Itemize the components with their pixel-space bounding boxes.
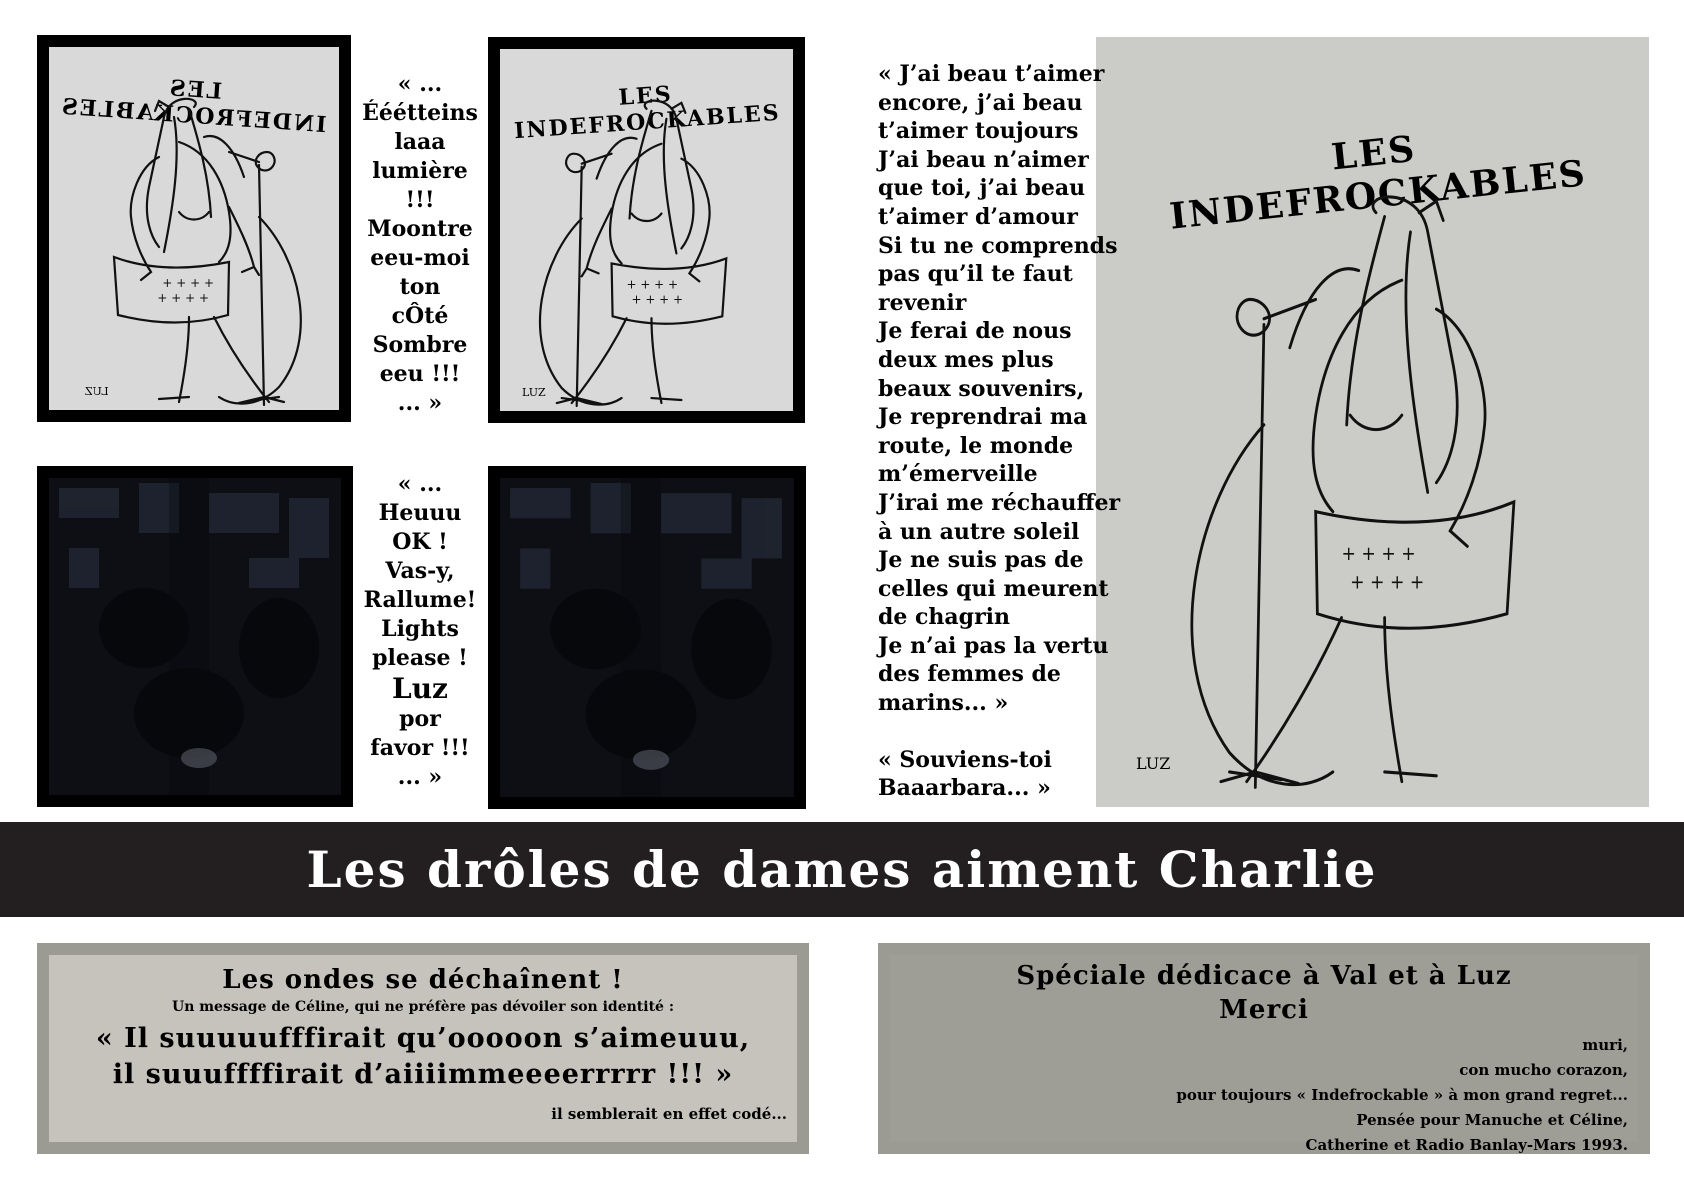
lyric-line: « J’ai beau t’aimer — [878, 61, 1105, 87]
lyric-line: route, le monde — [878, 432, 1074, 459]
comic-panel-top-right — [488, 37, 805, 423]
speech-line: por — [399, 706, 441, 732]
panel-caption: LES INDEFROCKABLES — [1167, 127, 1589, 238]
lyric-line: Je reprendrai ma — [878, 404, 1088, 431]
speech-line: OK ! — [392, 529, 448, 555]
panel-dark-image — [49, 478, 341, 795]
lyric-line: celles qui meurent — [878, 575, 1109, 602]
speech-line: lumière — [372, 158, 468, 184]
svg-text:+ + + +: + + + + — [157, 291, 209, 305]
dedication-lines — [1176, 1033, 1628, 1158]
message-quote-line-2: il suuuffffirait d’aiiiimmeeeerrrrr !!! » — [112, 1059, 734, 1090]
speech-line: Vas-y, — [385, 558, 455, 584]
speech-line: please ! — [372, 645, 468, 671]
panel-signature: LUZ — [1136, 754, 1171, 773]
singer-drawing — [500, 49, 793, 411]
message-subline: Un message de Céline, qui ne préfère pas dévoiler son identité : — [171, 999, 674, 1015]
dedication-line: pour toujours « Indefrockable » à mon grand regret... — [1176, 1086, 1628, 1104]
lyric-line: Je n’ai pas la vertu — [878, 632, 1109, 659]
speech-line: favor !!! — [370, 735, 470, 761]
message-note: il semblerait en effet codé... — [551, 1105, 787, 1123]
singer-drawing — [49, 47, 339, 410]
dedication-merci: Merci — [1219, 995, 1309, 1025]
speech-line: Moontre — [367, 216, 473, 242]
lyric-line: Je ne suis pas de — [878, 547, 1084, 574]
dedication-box-inner — [890, 955, 1638, 1154]
dedication-line: Catherine et Radio Banlay-Mars 1993. — [1305, 1136, 1628, 1154]
svg-text:+ + + +: + + + + — [631, 292, 684, 307]
speech-line: « ... — [397, 71, 443, 97]
lyric-line: pas qu’il te faut — [878, 261, 1073, 288]
panel-signature: LUZ — [85, 385, 109, 398]
panel-caption: LES INDEFROCKABLES — [59, 75, 328, 139]
lyric-line: J’irai me réchauffer — [878, 489, 1121, 516]
lyric-line: de chagrin — [878, 604, 1011, 631]
lyric-line: encore, j’ai beau — [878, 89, 1083, 116]
lyric-line: revenir — [878, 289, 967, 316]
speech-line: « ... — [397, 471, 443, 497]
message-heading: Les ondes se déchaînent ! — [222, 965, 624, 995]
speech-line: Luz — [392, 672, 448, 705]
dedication-box-right — [878, 943, 1650, 1154]
speech-line: laaa — [394, 129, 446, 155]
speech-line: Heuuu — [378, 500, 462, 526]
speech-line: ... » — [397, 390, 443, 416]
lyric-line: Je ferai de nous — [878, 318, 1072, 345]
lyric-line: beaux souvenirs, — [878, 375, 1085, 402]
panel-drawing — [500, 49, 793, 411]
page-title: Les drôles de dames aiment Charlie — [306, 840, 1378, 899]
speech-line: ... » — [397, 764, 443, 790]
comic-panel-bottom-left — [37, 466, 353, 807]
speech-line: eeu !!! — [379, 361, 461, 387]
speech-line: Sombre — [372, 332, 468, 358]
comic-panel-top-left — [37, 35, 351, 422]
panel-signature: LUZ — [522, 386, 546, 399]
dedication-line: muri, — [1582, 1036, 1628, 1054]
lyric-line: t’aimer d’amour — [878, 203, 1078, 230]
lyric-line: deux mes plus — [878, 346, 1054, 373]
panel-dark-image — [500, 478, 794, 797]
dark-silhouette — [500, 478, 794, 797]
speech-line: eeu-moi — [370, 245, 470, 271]
lyric-line: J’ai beau n’aimer — [878, 146, 1089, 173]
song-lyrics — [878, 60, 1208, 803]
lyric-line: Baaarbara... » — [878, 775, 1051, 802]
svg-text:+ + + +: + + + + — [162, 276, 214, 290]
lyric-line: Si tu ne comprends — [878, 232, 1118, 259]
speech-line: Rallume! — [363, 587, 477, 613]
dedication-line: con mucho corazon, — [1459, 1061, 1628, 1079]
dedication-heading: Spéciale dédicace à Val et à Luz — [1016, 961, 1512, 991]
speech-bottom — [353, 470, 487, 792]
comic-panel-bottom-right — [488, 466, 806, 809]
speech-line: ton — [399, 274, 441, 300]
message-box-left — [37, 943, 809, 1154]
panel-caption: LES INDEFROCKABLES — [513, 81, 782, 145]
dedication-line: Pensée pour Manuche et Céline, — [1356, 1111, 1628, 1129]
svg-text:+ + + +: + + + + — [626, 277, 679, 292]
message-quote-line-1: « Il suuuuufffirait qu’ooooon s’aimeuuu, — [95, 1023, 751, 1054]
lyric-line: marins... » — [878, 690, 1009, 717]
speech-line: Lights — [381, 616, 459, 642]
title-bar — [0, 822, 1684, 917]
lyric-line: t’aimer toujours — [878, 118, 1079, 145]
lyric-line: m’émerveille — [878, 461, 1038, 488]
lyric-spacer — [878, 718, 1208, 746]
speech-line: !!! — [405, 187, 435, 213]
svg-text:+ + + +: + + + + — [1341, 542, 1416, 566]
speech-line: Ééétteins — [362, 100, 478, 126]
message-box-inner — [49, 955, 797, 1142]
panel-drawing — [49, 47, 339, 410]
dark-silhouette — [49, 478, 341, 795]
svg-text:+ + + +: + + + + — [1350, 571, 1425, 595]
lyric-line: des femmes de — [878, 661, 1061, 688]
speech-top — [353, 70, 487, 418]
speech-line: cÔté — [391, 303, 449, 329]
lyric-line: que toi, j’ai beau — [878, 175, 1086, 202]
lyric-line: « Souviens-toi — [878, 746, 1052, 773]
lyric-line: à un autre soleil — [878, 518, 1080, 545]
